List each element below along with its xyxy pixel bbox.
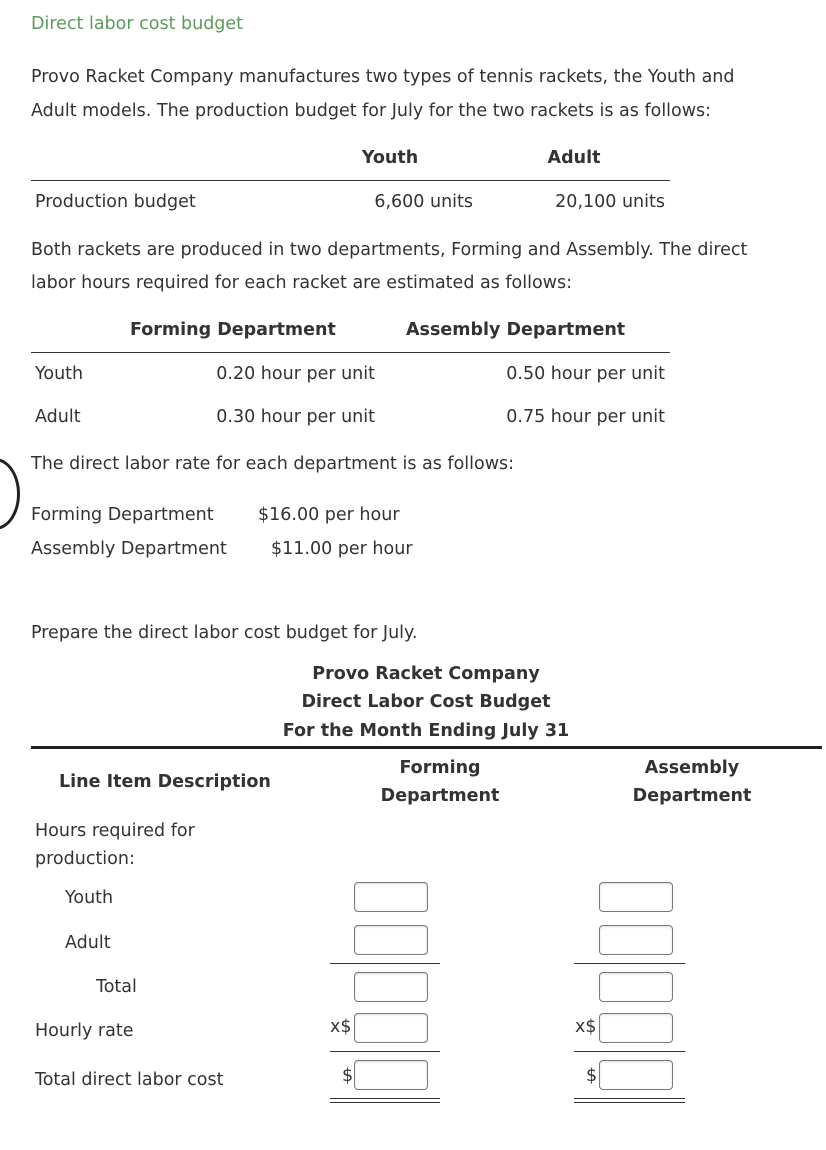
row-hourly-rate-label: Hourly rate: [35, 1021, 134, 1041]
dept-intro-line-2: labor hours required for each racket are estimated as follows:: [31, 273, 573, 293]
col-forming-header-1: Forming: [399, 758, 481, 778]
prod-header-youth: Youth: [361, 148, 419, 168]
row-adult-label: Adult: [65, 933, 111, 953]
col-desc-header: Line Item Description: [59, 772, 271, 792]
col-assembly-header-1: Assembly: [644, 758, 740, 778]
assembly-total-cost-input[interactable]: [599, 1060, 673, 1090]
forming-subtotal-rule: [330, 963, 440, 964]
assembly-subtotal-rule: [574, 963, 685, 964]
prod-header-rule: [31, 180, 670, 181]
budget-name: Direct Labor Cost Budget: [301, 692, 551, 712]
hours-header-forming: Forming Department: [130, 320, 336, 340]
forming-total-hours-input[interactable]: [354, 972, 428, 1002]
col-assembly-header-2: Department: [632, 786, 752, 806]
rate-assembly-label: Assembly Department: [31, 539, 227, 559]
prod-adult-units: 20,100 units: [555, 192, 665, 212]
page-title: Direct labor cost budget: [31, 14, 244, 34]
hours-required-label-2: production:: [35, 849, 135, 869]
forming-total-double-rule: [330, 1098, 440, 1103]
hours-row-youth-label: Youth: [35, 364, 84, 384]
rate-forming-label: Forming Department: [31, 505, 214, 525]
intro-line-2: Adult models. The production budget for July for the two rackets is as follows:: [31, 101, 712, 121]
intro-line-1: Provo Racket Company manufactures two types of tennis rackets, the Youth and: [31, 67, 735, 87]
row-total-label: Total: [96, 977, 137, 997]
assembly-total-double-rule: [574, 1098, 685, 1103]
rate-forming-value: $16.00 per hour: [258, 505, 400, 525]
rate-intro: The direct labor rate for each department is as follows:: [31, 454, 515, 474]
forming-youth-hours-input[interactable]: [354, 882, 428, 912]
hours-header-assembly: Assembly Department: [406, 320, 626, 340]
forming-cost-prefix: $: [342, 1066, 354, 1086]
assembly-youth-hours-input[interactable]: [599, 882, 673, 912]
forming-adult-hours-input[interactable]: [354, 925, 428, 955]
hours-row-youth-forming: 0.20 hour per unit: [216, 364, 375, 384]
row-youth-label: Youth: [65, 888, 114, 908]
assembly-hourly-rate-input[interactable]: [599, 1013, 673, 1043]
prod-row-label: Production budget: [35, 192, 196, 212]
instruction: Prepare the direct labor cost budget for July.: [31, 623, 418, 643]
assembly-total-hours-input[interactable]: [599, 972, 673, 1002]
assembly-cost-prefix: $: [586, 1066, 598, 1086]
hours-row-adult-label: Adult: [35, 407, 81, 427]
forming-total-cost-input[interactable]: [354, 1060, 428, 1090]
hours-row-youth-assembly: 0.50 hour per unit: [506, 364, 665, 384]
col-forming-header-2: Department: [380, 786, 500, 806]
forming-rate-rule: [330, 1051, 440, 1052]
prod-header-adult: Adult: [547, 148, 601, 168]
rate-assembly-value: $11.00 per hour: [271, 539, 413, 559]
dept-intro-line-1: Both rackets are produced in two departments, Forming and Assembly. The direct: [31, 240, 748, 260]
assembly-rate-rule: [574, 1051, 685, 1052]
budget-company: Provo Racket Company: [312, 664, 540, 684]
row-total-cost-label: Total direct labor cost: [35, 1070, 224, 1090]
forming-rate-prefix: x$: [330, 1017, 352, 1037]
hours-required-label-1: Hours required for: [35, 821, 195, 841]
hours-header-rule: [31, 352, 670, 353]
forming-hourly-rate-input[interactable]: [354, 1013, 428, 1043]
assembly-adult-hours-input[interactable]: [599, 925, 673, 955]
assembly-rate-prefix: x$: [575, 1017, 597, 1037]
prod-youth-units: 6,600 units: [374, 192, 473, 212]
budget-heading-rule: [31, 746, 822, 749]
hours-row-adult-assembly: 0.75 hour per unit: [506, 407, 665, 427]
partial-circle-decoration: [0, 458, 20, 530]
hours-row-adult-forming: 0.30 hour per unit: [216, 407, 375, 427]
budget-period: For the Month Ending July 31: [282, 721, 570, 741]
